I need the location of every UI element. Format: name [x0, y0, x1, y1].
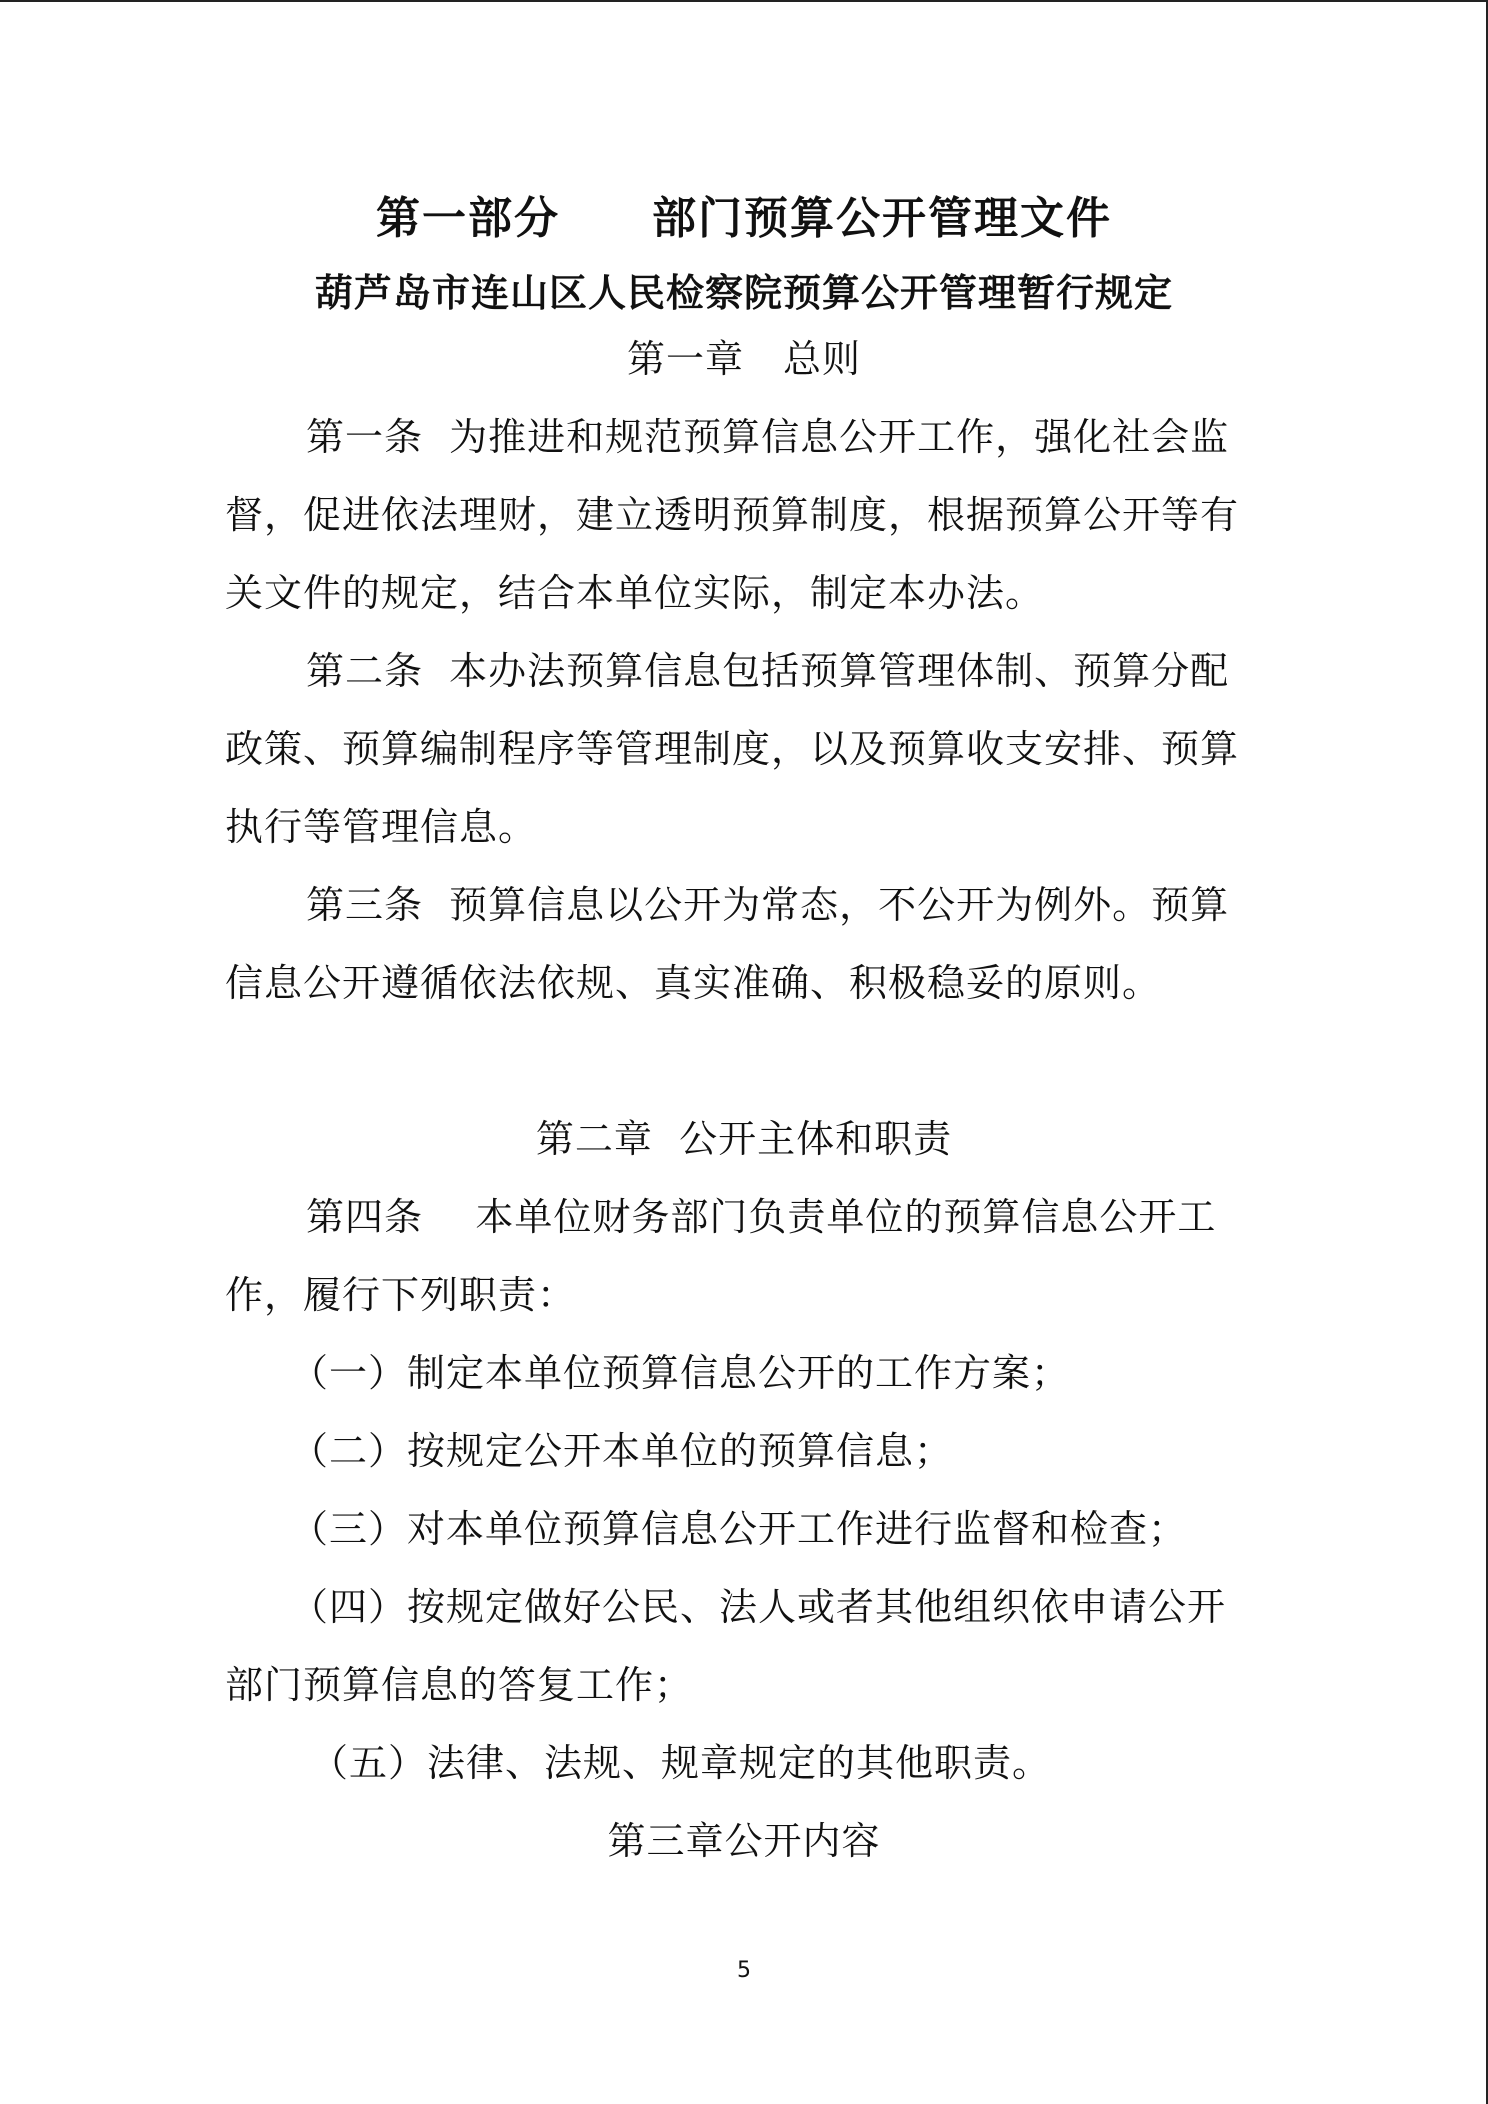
duty-4-line-2: 部门预算信息的答复工作； — [225, 1663, 694, 1707]
duty-5: （五）法律、法规、规章规定的其他职责。 — [310, 1741, 1052, 1785]
regulation-title: 葫芦岛市连山区人民检察院预算公开管理暂行规定 — [314, 270, 1173, 315]
article-2-line-3: 执行等管理信息。 — [225, 805, 538, 849]
duty-1: （一）制定本单位预算信息公开的工作方案； — [290, 1351, 1071, 1395]
article-2-line-1: 第二条 本办法预算信息包括预算管理体制、预算分配 — [306, 649, 1230, 693]
chapter-2-heading: 第二章 公开主体和职责 — [535, 1117, 953, 1161]
chapter-3-heading: 第三章公开内容 — [607, 1819, 881, 1863]
article-2-line-2: 政策、预算编制程序等管理制度，以及预算收支安排、预算 — [225, 727, 1240, 771]
article-4-line-1: 第四条 本单位财务部门负责单位的预算信息公开工 — [306, 1195, 1217, 1239]
part-title: 第一部分 部门预算公开管理文件 — [376, 193, 1112, 244]
article-1-line-2: 督，促进依法理财，建立透明预算制度，根据预算公开等有 — [225, 493, 1240, 537]
article-4-line-2: 作，履行下列职责： — [225, 1273, 577, 1317]
duty-3: （三）对本单位预算信息公开工作进行监督和检查； — [290, 1507, 1188, 1551]
chapter-1-heading: 第一章 总则 — [626, 337, 861, 381]
article-3-line-2: 信息公开遵循依法依规、真实准确、积极稳妥的原则。 — [225, 961, 1162, 1005]
page-number: 5 — [737, 1958, 751, 1983]
article-1-line-1: 第一条 为推进和规范预算信息公开工作，强化社会监 — [306, 415, 1230, 459]
article-1-line-3: 关文件的规定，结合本单位实际，制定本办法。 — [225, 571, 1045, 615]
duty-4-line-1: （四）按规定做好公民、法人或者其他组织依申请公开 — [290, 1585, 1227, 1629]
article-3-line-1: 第三条 预算信息以公开为常态，不公开为例外。预算 — [306, 883, 1230, 927]
duty-2: （二）按规定公开本单位的预算信息； — [290, 1429, 954, 1473]
